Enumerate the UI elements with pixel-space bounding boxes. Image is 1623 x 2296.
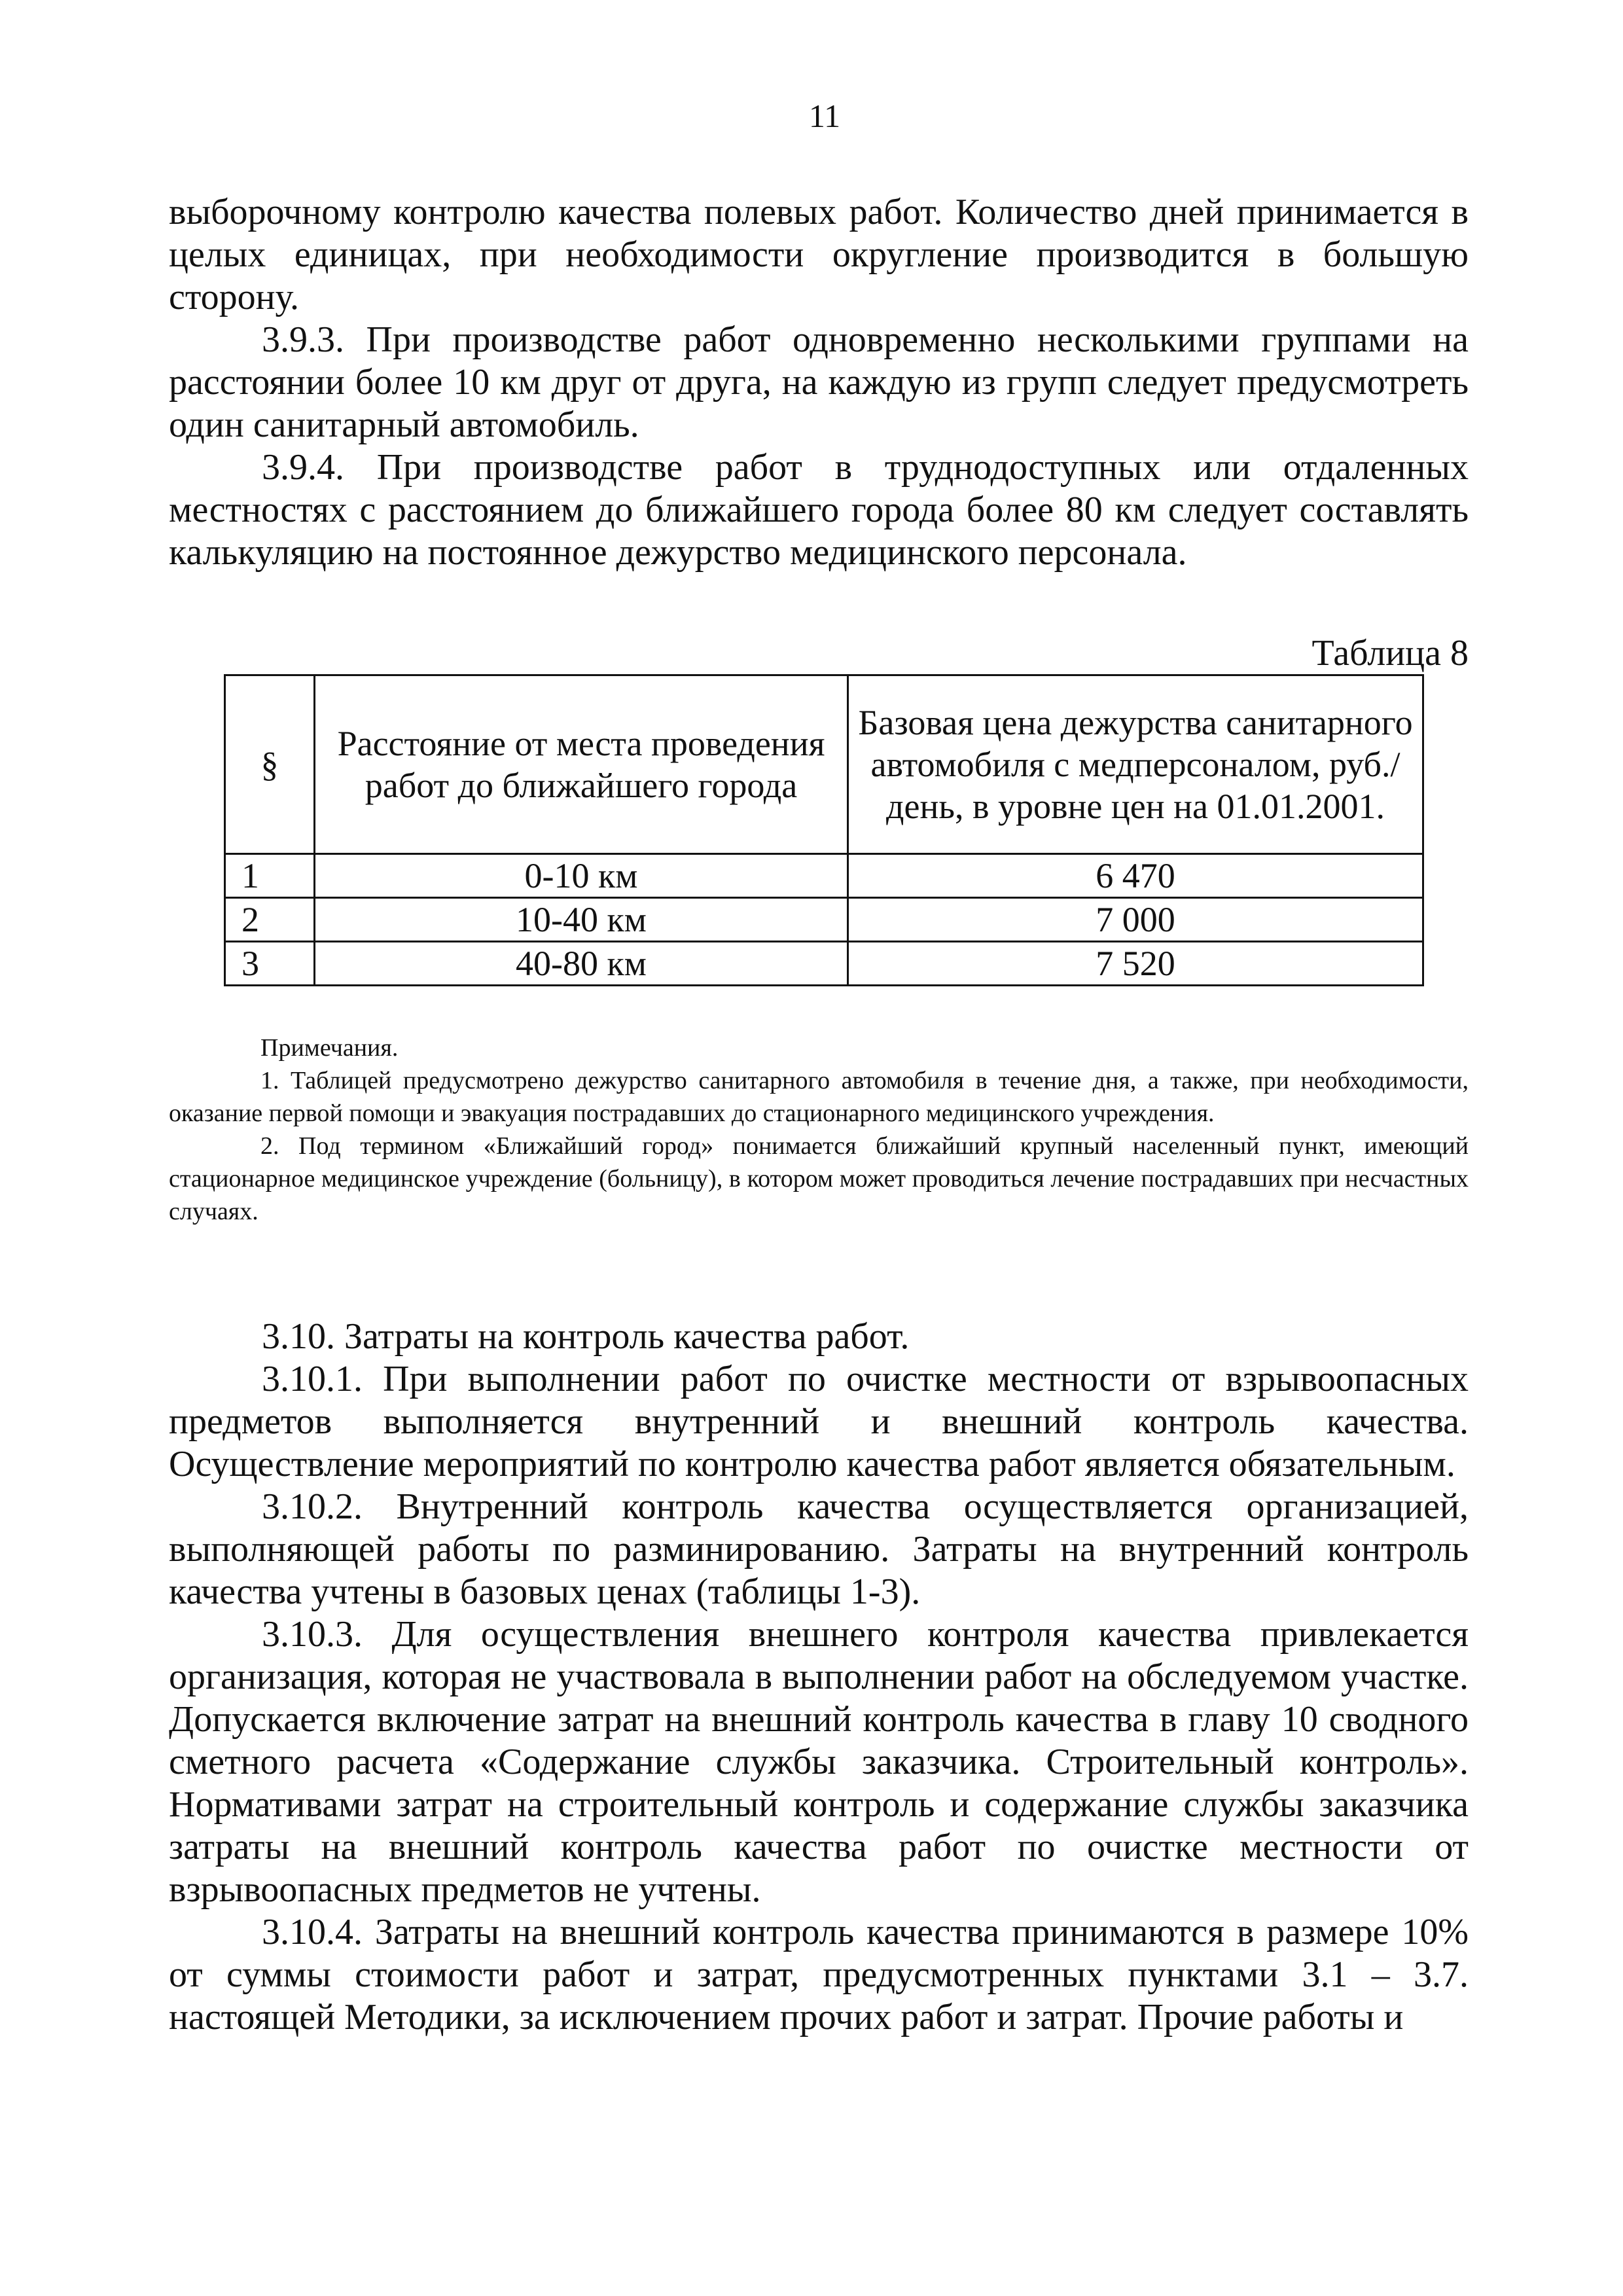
cell-price: 7 000 xyxy=(848,898,1423,942)
table-row xyxy=(225,854,1423,898)
paragraph-3-10: 3.10. Затраты на контроль качества работ. xyxy=(262,1316,910,1357)
note-item-1: 1. Таблицей предусмотрено дежурство санитарного автомобиля в течение дня, а также, при необходимости, оказание первой помощи и эвакуация пострадавших до стационарного медицинского учреждения. xyxy=(169,1067,1469,1127)
table-caption: Таблица 8 xyxy=(1311,633,1469,673)
cell-price: 7 520 xyxy=(848,942,1423,986)
text-block-bottom xyxy=(169,1316,1469,2039)
page-number: 11 xyxy=(808,98,841,134)
note-item-2: 2. Под термином «Ближайший город» понимается ближайший крупный населенный пункт, имеющий стационарное медицинское учреждение (больницу), в котором может проводиться лечение пострадавших при несчастных случаях. xyxy=(169,1132,1469,1225)
header-section: § xyxy=(225,675,315,854)
table-row xyxy=(225,942,1423,986)
cell-distance: 0-10 км xyxy=(315,854,848,898)
paragraph-3-9-3: 3.9.3. При производстве работ одновременно несколькими группами на расстоянии более 10 км друг от друга, на каждую из групп следует предусмотреть один санитарный автомобиль. xyxy=(169,319,1469,445)
header-distance: Расстояние от места проведения работ до ближайшего города xyxy=(315,675,848,854)
paragraph-3-10-1: 3.10.1. При выполнении работ по очистке местности от взрывоопасных предметов выполняется внутренний и внешний контроль качества. Осуществление мероприятий по контролю качества работ является обязательным. xyxy=(169,1359,1469,1484)
notes-title: Примечания. xyxy=(260,1034,399,1062)
cell-price: 6 470 xyxy=(848,854,1423,898)
paragraph-continuation: выборочному контролю качества полевых работ. Количество дней принимается в целых единицах, при необходимости округление производится в большую сторону. xyxy=(169,192,1469,317)
cell-number: 3 xyxy=(225,942,315,986)
paragraph-3-10-3: 3.10.3. Для осуществления внешнего контроля качества привлекается организация, которая не участвовала в выполнении работ на обследуемом участке. Допускается включение затрат на внешний контроль качества в главу 10 сводного сметного расчета «Содержание службы заказчика. Строительный контроль». Нормативами затрат на строительный контроль и содержание службы заказчика затраты на внешний контроль качества работ по очистке местности от взрывоопасных предметов не учтены. xyxy=(169,1614,1469,1910)
paragraph-3-10-2: 3.10.2. Внутренний контроль качества осуществляется организацией, выполняющей работы по разминированию. Затраты на внутренний контроль качества учтены в базовых ценах (таблицы 1-3). xyxy=(169,1486,1469,1612)
header-base-price: Базовая цена дежурства санитарного автомобиля с медперсоналом, руб./день, в уровне цен на 01.01.2001. xyxy=(848,675,1423,854)
cell-number: 2 xyxy=(225,898,315,942)
notes-block xyxy=(169,1031,1469,1228)
price-table xyxy=(224,674,1424,986)
cell-distance: 10-40 км xyxy=(315,898,848,942)
text-block-top xyxy=(169,191,1469,574)
paragraph-3-9-4: 3.9.4. При производстве работ в труднодоступных или отдаленных местностях с расстоянием до ближайшего города более 80 км следует составлять калькуляцию на постоянное дежурство медицинского персонала. xyxy=(169,447,1469,573)
paragraph-3-10-4: 3.10.4. Затраты на внешний контроль качества принимаются в размере 10% от суммы стоимости работ и затрат, предусмотренных пунктами 3.1 – 3.7. настоящей Методики, за исключением прочих работ и затрат. Прочие работы и xyxy=(169,1912,1469,2037)
table-row xyxy=(225,898,1423,942)
cell-distance: 40-80 км xyxy=(315,942,848,986)
table-header-row xyxy=(225,675,1423,854)
cell-number: 1 xyxy=(225,854,315,898)
